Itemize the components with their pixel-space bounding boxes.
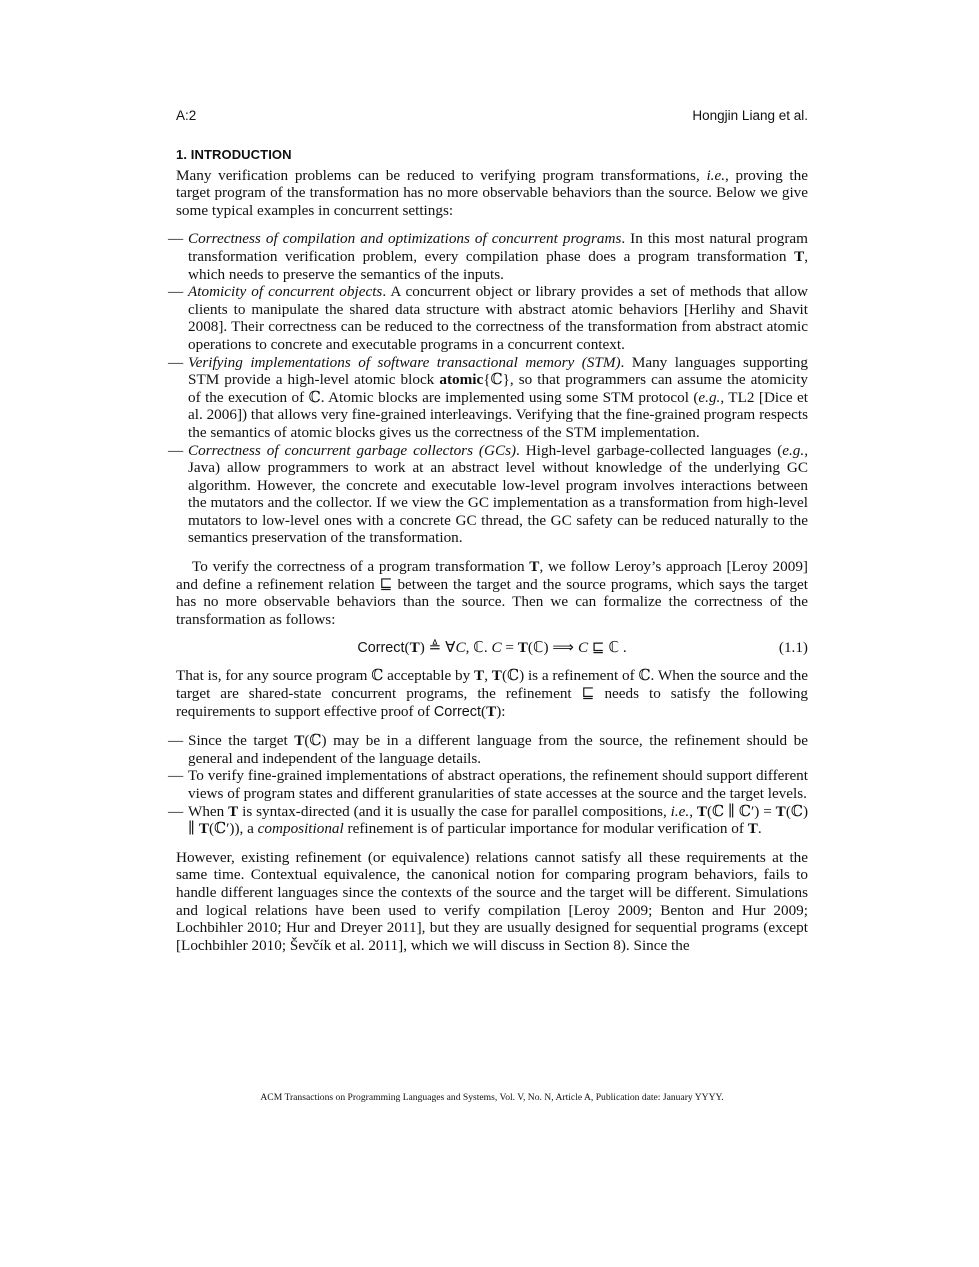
intro-paragraph: [176, 167, 808, 220]
text-run: (ℂ ∥ ℂ′) =: [707, 802, 776, 820]
text-run: , ℂ.: [465, 639, 492, 657]
text-run: atomic: [439, 371, 484, 389]
list-item: [168, 283, 809, 353]
text-run: . High-level garbage-collected languages (: [516, 441, 783, 459]
text-run: When: [188, 802, 229, 820]
text-run: . A concurrent object or library provides a set of methods that allow clients to manipulate the shared data structure with abstract atomic behaviors [Herlihy and Shavit 2008]. Their correctness can be reduced to the correctness of the transformation from abstract atomic operations to concrete and executable programs in a concurrent context.: [188, 283, 809, 353]
text-run: (ℂ) is a refinement of ℂ. When the source and the target are shared-state concurrent programs, the refinement ⊑ needs to satisfy the following requirements to support effective proof of: [176, 667, 808, 720]
list-item: [168, 353, 809, 442]
text-run: T: [794, 247, 805, 265]
text-run: Correctness of concurrent garbage collectors (GCs): [188, 441, 517, 459]
text-run: (ℂ) ⟹: [527, 639, 578, 657]
requirements-list: [168, 732, 809, 838]
that-is-paragraph: [176, 667, 808, 721]
text-run: T: [294, 732, 305, 750]
text-run: T: [486, 702, 497, 720]
however-paragraph: [176, 849, 808, 955]
text-run: However, existing refinement (or equivalence) relations cannot satisfy all these requirements at the same time. Contextual equivalence, the canonical notion for comparing program behaviors, fails to handle different languages since the contexts of the source and the target will be different. Simulations and logical relations have been used to verify compilation [Leroy 2009; Benton and Hur 2009; Lochbihler 2010; Hur and Dreyer 2011], but they are usually designed for sequential programs (except [Lochbihler 2010; Ševčík et al. 2011], which we will discuss in Section 8). Since the: [176, 848, 808, 954]
text-run: refinement is of particular importance for modular verification of: [343, 820, 748, 838]
refinement-paragraph: [176, 558, 808, 628]
dash-bullet: —: [168, 283, 184, 301]
text-run: Verifying implementations of software transactional memory (STM): [188, 353, 621, 371]
text-run: , proving the target program of the transformation has no more observable behaviors than the source. Below we give some typical examples in concurrent settings:: [176, 166, 808, 219]
text-run: ⊑ ℂ .: [588, 639, 627, 657]
dash-bullet: —: [168, 802, 184, 820]
text-run: {ℂ}, so that programmers can assume the atomicity of the execution of ℂ. Atomic blocks are implemented using some STM protocol (: [188, 371, 808, 406]
text-run: T: [747, 820, 758, 838]
text-run: i.e.: [706, 166, 725, 184]
text-run: e.g.: [782, 441, 805, 459]
text-run: =: [501, 639, 518, 657]
equation-body: [176, 639, 808, 658]
text-run: Since the target: [188, 732, 295, 750]
text-run: C: [491, 639, 502, 657]
text-run: ,: [484, 667, 492, 685]
text-run: T: [517, 639, 528, 657]
list-item: [168, 230, 808, 283]
text-run: T: [198, 820, 209, 838]
text-run: ,: [689, 802, 697, 820]
text-run: (ℂ′)), a: [208, 820, 258, 838]
text-run: , we follow Leroy’s approach [Leroy 2009] and define a refinement relation ⊑ between the target and the source programs, which says the target has no more observable behaviors than the source. Then we can formalize the correctness of the transformation as follows:: [176, 558, 808, 628]
text-run: To verify fine-grained implementations of abstract operations, the refinement should support different views of program states and different granularities of state accesses at the source and the target levels.: [188, 767, 808, 802]
dash-bullet: —: [168, 353, 184, 371]
journal-footer: ACM Transactions on Programming Languages and Systems, Vol. V, No. N, Article A, Publication date: January YYYY.: [260, 1092, 724, 1103]
text-run: T: [491, 667, 502, 685]
text-run: .: [757, 820, 762, 838]
running-authors: Hongjin Liang et al.: [692, 108, 808, 123]
text-run: . Many languages supporting STM provide a high-level atomic block: [188, 353, 808, 389]
text-run: ):: [496, 702, 506, 720]
text-run: T: [529, 558, 540, 576]
text-run: , which needs to preserve the semantics of the inputs.: [188, 247, 808, 283]
text-run: (ℂ) ∥: [188, 802, 809, 838]
text-run: C: [577, 639, 589, 657]
text-run: T: [696, 802, 707, 820]
list-item: [168, 732, 809, 767]
text-run: T: [775, 802, 786, 820]
text-run: i.e.: [670, 802, 690, 820]
dash-bullet: —: [168, 732, 184, 750]
text-run: , Java) allow programmers to work at an abstract level without knowledge of the underlying GC algorithm. However, the concrete and executable low-level program involves interactions between the mutators and the collector. If we view the GC implementation as a transformation from high-level mutators to low-level ones with a concrete GC thread, the GC safety can be reduced naturally to the semantics preservation of the transformation.: [188, 441, 808, 547]
text-run: ) ≜ ∀: [419, 639, 456, 657]
text-run: (: [481, 702, 487, 720]
text-run: That is, for any source program ℂ acceptable by: [176, 667, 475, 685]
text-run: compositional: [257, 820, 344, 838]
dash-bullet: —: [168, 230, 184, 248]
list-item: [168, 441, 808, 548]
equation-number: (1.1): [778, 639, 808, 657]
text-run: (: [404, 639, 410, 657]
list-item: [168, 802, 809, 838]
text-run: Correctness of compilation and optimizations of concurrent programs: [188, 230, 622, 248]
section-title: 1. INTRODUCTION: [176, 147, 292, 162]
text-run: . In this most natural program transformation verification problem, every compilation phase does a program transformation: [188, 230, 808, 265]
text-run: , TL2 [Dice et al. 2006]) that allows very fine-grained interleavings. Verifying that the fine-grained program respects the semantics of atomic blocks gives us the correctness of the STM implementation.: [188, 388, 809, 441]
text-run: Atomicity of concurrent objects: [188, 283, 383, 301]
text-run: is syntax-directed (and it is usually the case for parallel compositions,: [238, 802, 671, 820]
dash-bullet: —: [168, 441, 184, 459]
examples-list: [168, 230, 809, 547]
equation-correctness: [176, 639, 808, 661]
dash-bullet: —: [168, 767, 184, 785]
text-run: C: [455, 639, 466, 657]
list-item: [168, 767, 808, 802]
text-run: e.g.: [698, 388, 721, 406]
text-run: T: [409, 639, 420, 657]
text-run: To verify the correctness of a program transformation: [192, 558, 530, 576]
text-run: Correct: [433, 703, 482, 720]
page-label: A:2: [176, 108, 197, 123]
text-run: (ℂ) may be in a different language from the source, the refinement should be general and independent of the language details.: [188, 732, 809, 767]
text-run: T: [228, 802, 239, 820]
text-run: Many verification problems can be reduced to verifying program transformations,: [176, 166, 707, 184]
text-run: T: [474, 667, 485, 685]
body-text: [168, 146, 809, 954]
text-run: Correct: [357, 640, 405, 657]
